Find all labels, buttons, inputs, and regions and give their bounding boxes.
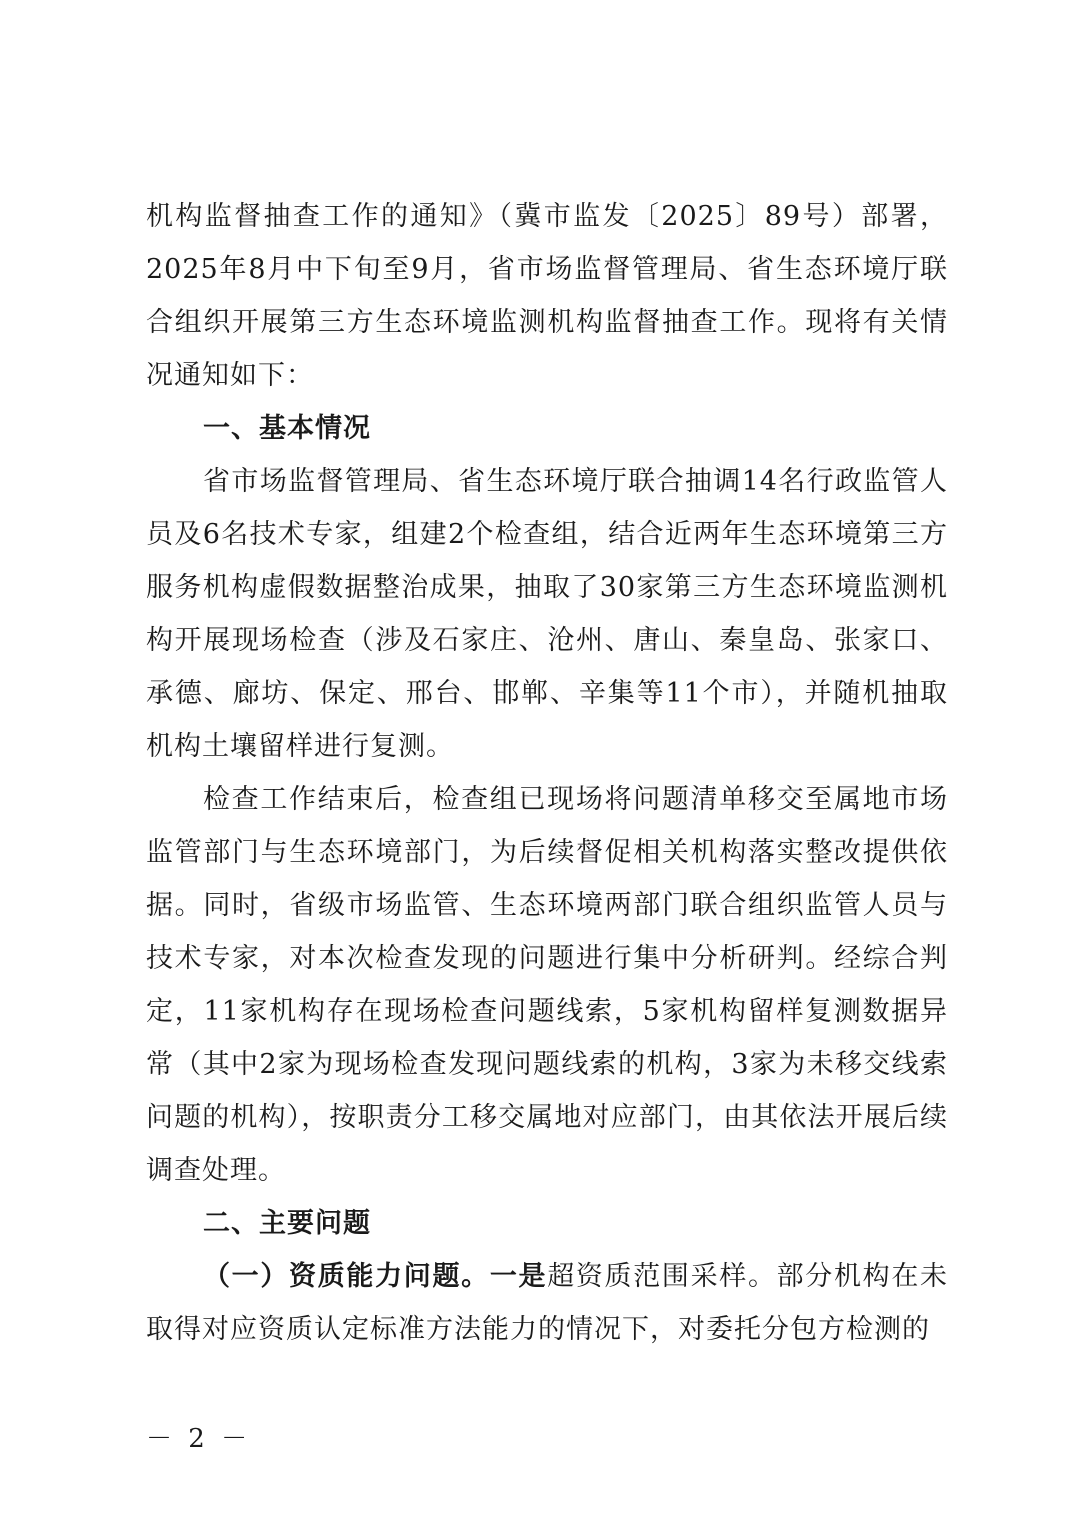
document-body bbox=[146, 190, 948, 1356]
qualification-problem-paragraph bbox=[146, 1250, 948, 1356]
intro-paragraph: 机构监督抽查工作的通知》（冀市监发〔2025〕89号）部署，2025年8月中下旬至9月，省市场监督管理局、省生态环境厅联合组织开展第三方生态环境监测机构监督抽查工作。现将有关情况通知如下： bbox=[146, 201, 948, 391]
basic-situation-paragraph-2: 检查工作结束后，检查组已现场将问题清单移交至属地市场监管部门与生态环境部门，为后续督促相关机构落实整改提供依据。同时，省级市场监管、生态环境两部门联合组织监管人员与技术专家，对本次检查发现的问题进行集中分析研判。经综合判定，11家机构存在现场检查问题线索，5家机构留样复测数据异常（其中2家为现场检查发现问题线索的机构，3家为未移交线索问题的机构），按职责分工移交属地对应部门，由其依法开展后续调查处理。 bbox=[146, 784, 948, 1186]
subsection-text-qualification: 超资质范围采样。部分机构在未取得对应资质认定标准方法能力的情况下，对委托分包方检测的 bbox=[146, 1261, 949, 1345]
subsection-lead-first: 一是 bbox=[489, 1261, 548, 1292]
subsection-title-qualification: （一）资质能力问题。 bbox=[203, 1261, 490, 1292]
basic-situation-paragraph-1: 省市场监督管理局、省生态环境厅联合抽调14名行政监管人员及6名技术专家，组建2个检查组，结合近两年生态环境第三方服务机构虚假数据整治成果，抽取了30家第三方生态环境监测机构开展现场检查（涉及石家庄、沧州、唐山、秦皇岛、张家口、承德、廊坊、保定、邢台、邯郸、辛集等11个市），并随机抽取机构土壤留样进行复测。 bbox=[146, 466, 948, 762]
section-heading-main-problems: 二、主要问题 bbox=[203, 1208, 371, 1239]
section-heading-basic-situation: 一、基本情况 bbox=[203, 413, 371, 444]
page-number: － 2 － bbox=[146, 1424, 252, 1454]
